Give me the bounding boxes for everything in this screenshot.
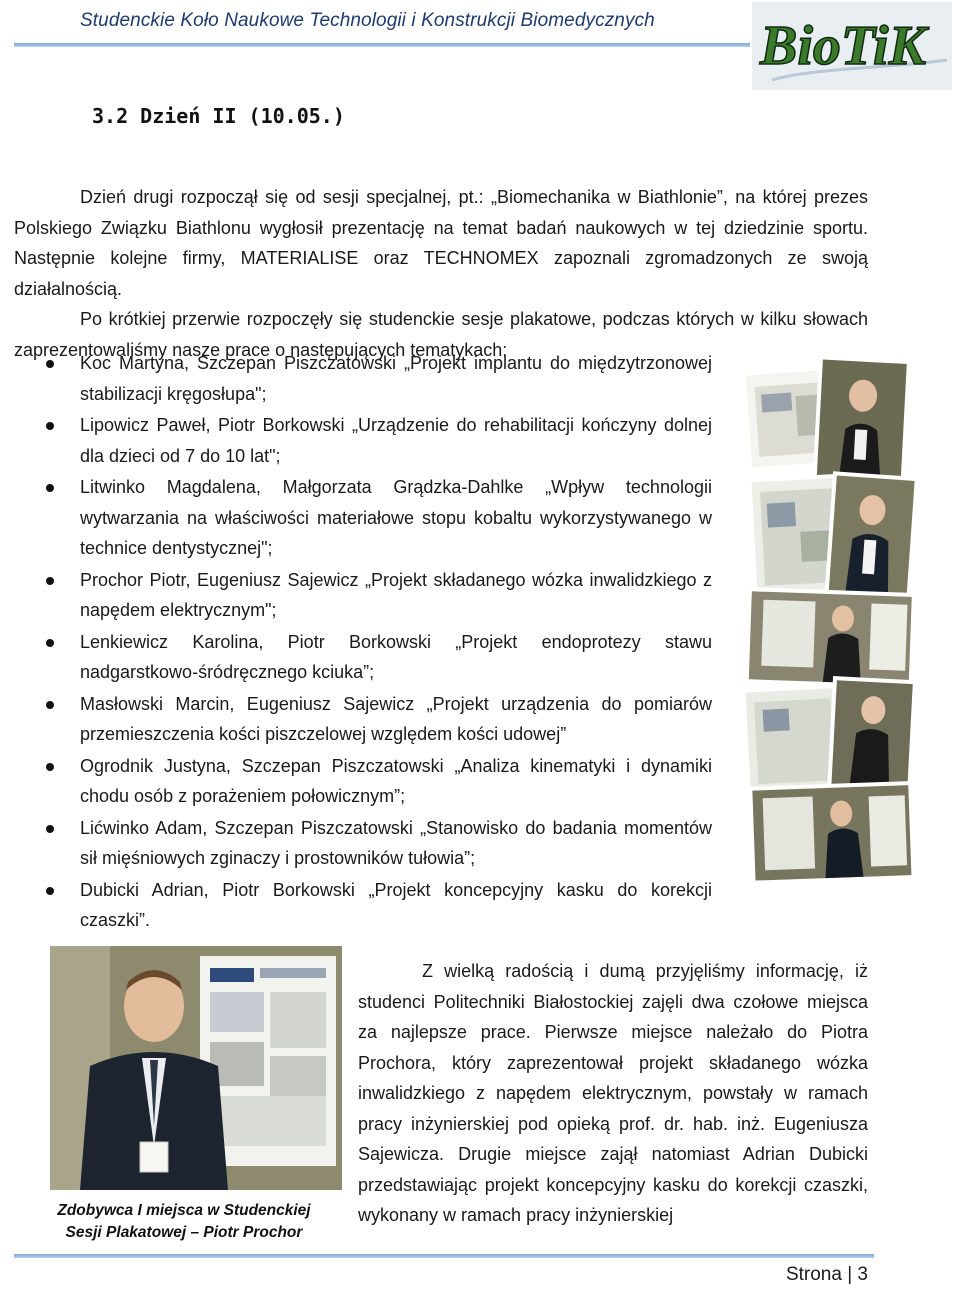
bullet-icon <box>46 577 54 585</box>
list-item <box>14 813 712 874</box>
list-item <box>14 472 712 564</box>
intro-paragraph: Dzień drugi rozpoczął się od sesji specjalnej, pt.: „Biomechanika w Biathlonie”, na której prezes Polskiego Związku Biathlonu wygłosił prezentację na temat badań naukowych w tej dziedzinie sportu. Następnie kolejne firmy, MATERIALISE oraz TECHNOMEX zapoznali zgromadzonych ze swoją działalnością. <box>14 187 868 299</box>
winner-photo <box>50 946 342 1190</box>
biotik-logo <box>752 2 952 90</box>
topic-text: Lenkiewicz Karolina, Piotr Borkowski „Projekt endoprotezy stawu nadgarstkowo-śródręcznego kciuka”; <box>80 631 712 682</box>
bullet-icon <box>46 763 54 771</box>
topic-text: Masłowski Marcin, Eugeniusz Sajewicz „Projekt urządzenia do pomiarów przemieszczenia kości piszczelowej względem kości udowej” <box>80 693 712 744</box>
bullet-icon <box>46 484 54 492</box>
page-header-title: Studenckie Koło Naukowe Technologii i Konstrukcji Biomedycznych <box>80 10 655 31</box>
poster-photos-collage <box>738 356 916 884</box>
list-item <box>14 875 712 936</box>
bullet-icon <box>46 887 54 895</box>
topics-list <box>14 348 712 937</box>
list-item <box>14 348 712 409</box>
section-heading: 3.2 Dzień II (10.05.) <box>92 104 345 128</box>
photo-caption: Zdobywca I miejsca w Studenckiej Sesji Plakatowej – Piotr Prochor <box>57 1202 311 1241</box>
bullet-icon <box>46 360 54 368</box>
topic-text: Lipowicz Paweł, Piotr Borkowski „Urządzenie do rehabilitacji kończyny dolnej dla dzieci od 7 do 10 lat"; <box>80 415 712 466</box>
topic-text: Lićwinko Adam, Szczepan Piszczatowski „Stanowisko do badania momentów sił mięśniowych zginaczy i prostowników tułowia”; <box>80 817 712 868</box>
poster-session-paragraph: Po krótkiej przerwie rozpoczęły się studenckie sesje plakatowe, podczas których w kilku słowach zaprezentowaliśmy nasze prace o następujących tematykach: <box>14 309 868 360</box>
topic-text: Prochor Piotr, Eugeniusz Sajewicz „Projekt składanego wózka inwalidzkiego z napędem elektrycznym"; <box>80 569 712 620</box>
bullet-icon <box>46 422 54 430</box>
footer-rule <box>14 1254 874 1258</box>
list-item <box>14 565 712 626</box>
topic-text: Koc Martyna, Szczepan Piszczatowski „Projekt implantu do międzytrzonowej stabilizacji kręgosłupa"; <box>80 353 712 404</box>
list-item <box>14 410 712 471</box>
bullet-icon <box>46 825 54 833</box>
list-item <box>14 751 712 812</box>
bullet-icon <box>46 639 54 647</box>
topic-text: Ogrodnik Justyna, Szczepan Piszczatowski „Analiza kinematyki i dynamiki chodu osób z porażeniem połowicznym”; <box>80 755 712 806</box>
list-item <box>14 689 712 750</box>
page-number: Strona | 3 <box>785 1264 868 1285</box>
list-item <box>14 627 712 688</box>
topic-text: Litwinko Magdalena, Małgorzata Grądzka-Dahlke „Wpływ technologii wytwarzania na właściwości materiałowe stopu kobaltu wykorzystywanego w technice dentystycznej"; <box>80 477 712 558</box>
topic-text: Dubicki Adrian, Piotr Borkowski „Projekt koncepcyjny kasku do korekcji czaszki”. <box>80 879 712 930</box>
results-paragraph: Z wielką radością i dumą przyjęliśmy informację, iż studenci Politechniki Białostockiej zajęli dwa czołowe miejsca za najlepsze prace. Pierwsze miejsce należało do Piotra Prochora, który zaprezentował projekt składanego wózka inwalidzkiego z napędem elektrycznym, powstały w ramach pracy inżynierskiej pod opieką prof. dr. hab. inż. Eugeniusza Sajewicza. Drugie miejsce zajął natomiast Adrian Dubicki przedstawiając projekt koncepcyjny kasku do korekcji czaszki, wykonany w ramach pracy inżynierskiej <box>358 961 868 1225</box>
bullet-icon <box>46 701 54 709</box>
logo-text: BioTiK <box>760 15 926 77</box>
header-rule <box>14 43 750 47</box>
